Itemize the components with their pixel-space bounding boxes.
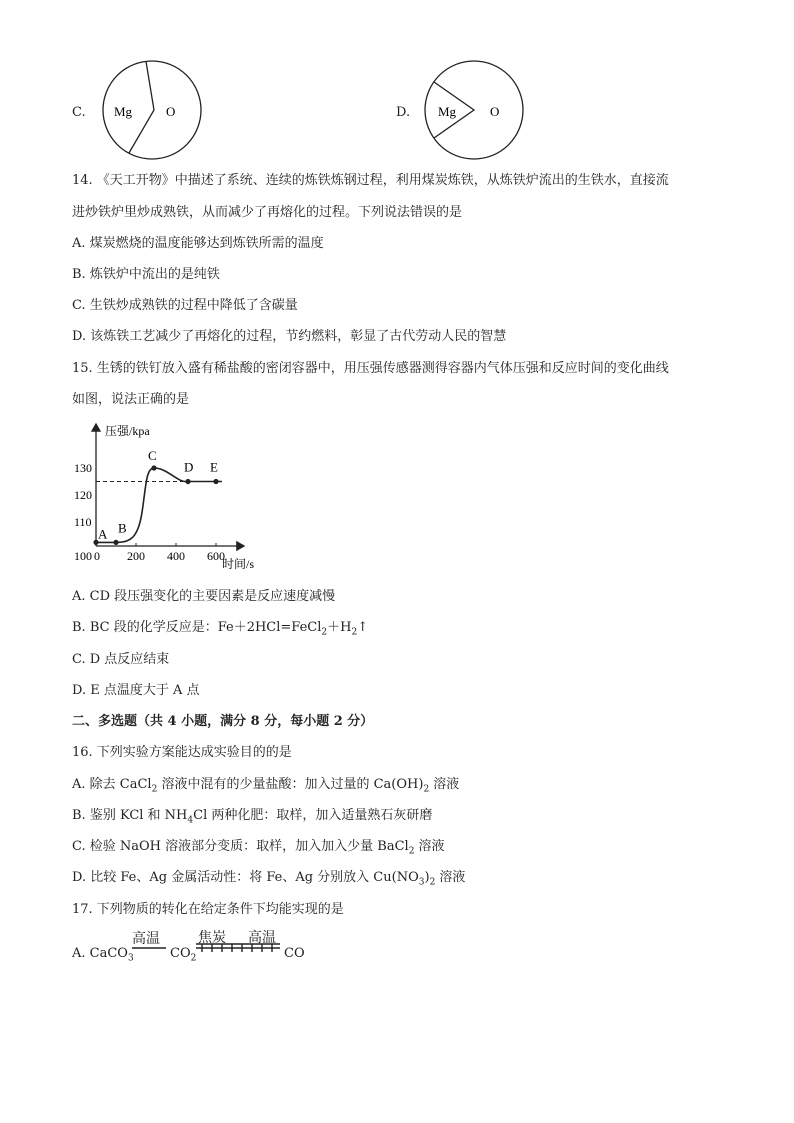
q16-a-post: 溶液 [429, 777, 460, 792]
pie-chart-d [422, 60, 532, 160]
point-label-C: C [148, 448, 157, 463]
q17-cond3: 高温 [248, 930, 276, 946]
q16-d-mid: ) [424, 870, 430, 885]
y-tick-label: 130 [74, 461, 92, 475]
q16-c-post: 溶液 [414, 839, 445, 854]
q16-c-pre: C. 检验 NaOH 溶液部分变质：取样，加入加入少量 BaCl [72, 839, 409, 854]
q15-option-c: C. D 点反应结束 [72, 652, 170, 667]
x-tick-label: 400 [167, 549, 185, 563]
q15-option-b-mid: ＋H [327, 620, 352, 635]
q16-a-sub2: 2 [423, 784, 430, 795]
q17-option-a [72, 926, 372, 966]
point-C [151, 465, 156, 470]
q16-b-sub1: 4 [187, 815, 194, 826]
q16-a-pre: A. 除去 CaCl [72, 777, 152, 792]
q15-option-d: D. E 点温度大于 A 点 [72, 683, 200, 698]
q16-option-a [72, 776, 459, 799]
pie-c-o: O [166, 104, 176, 119]
q17-end: CO [284, 946, 305, 961]
q17-a-label: A. CaCO$_3$ [72, 946, 134, 964]
q15-option-a: A. CD 段压强变化的主要因素是反应速度减慢 [72, 589, 336, 604]
pie-c-mg: Mg [114, 104, 133, 119]
point-label-D: D [184, 459, 194, 475]
pie-d-mg: Mg [438, 104, 457, 119]
x-tick-label: 200 [127, 549, 145, 563]
q17-arrow2 [196, 940, 282, 954]
q14-stem-line1: 14. 《天工开物》中描述了系统、连续的炼铁炼钢过程，利用煤炭炼铁，从炼铁炉流出的生铁水，直接流 [72, 173, 669, 188]
pie-chart-c [98, 60, 208, 160]
q15-option-b-sub1: 2 [321, 627, 328, 638]
q17-mid: $CO_2$ [170, 946, 197, 964]
option-c-label: C. [72, 105, 86, 120]
pressure-curve [96, 468, 222, 542]
y-tick-label: 100 [74, 549, 92, 563]
section2-title: 二、多选题（共 4 小题，满分 8 分，每小题 2 分） [72, 714, 374, 729]
q15-stem-line2: 如图，说法正确的是 [72, 392, 190, 407]
q14-stem-line2: 进炒铁炉里炒成熟铁，从而减少了再熔化的过程。下列说法错误的是 [72, 205, 463, 220]
pie-d-o: O [490, 104, 500, 119]
point-label-A: A [98, 526, 108, 542]
q15-option-b-sub2: 2 [351, 627, 358, 638]
q16-a-mid: 溶液中混有的少量盐酸：加入过量的 Ca(OH) [157, 777, 424, 792]
q15-option-b-pre: B. BC 段的化学反应是：Fe＋2HCl=FeCl [72, 620, 322, 635]
q15-stem-line1: 15. 生锈的铁钉放入盛有稀盐酸的密闭容器中，用压强传感器测得容器内气体压强和反应时间的变化曲线 [72, 361, 669, 376]
q17-stem: 17. 下列物质的转化在给定条件下均能实现的是 [72, 902, 344, 917]
q14-option-c: C. 生铁炒成熟铁的过程中降低了含碳量 [72, 298, 298, 313]
q17-cond2: 焦炭 [198, 930, 226, 946]
y-axis-label: 压强/kpa [105, 424, 150, 438]
q16-a-sub1: 2 [151, 784, 158, 795]
point-label-B: B [118, 520, 127, 536]
x-axis-label: 时间/s [222, 557, 255, 571]
q16-d-sub2: 2 [429, 877, 436, 888]
q15-option-b-post: ↑ [357, 620, 369, 635]
q14-option-a: A. 煤炭燃烧的温度能够达到炼铁所需的温度 [72, 236, 324, 251]
q16-stem: 16. 下列实验方案能达成实验目的的是 [72, 745, 292, 760]
x-tick-label: 0 [94, 549, 100, 563]
q17-arrow1 [132, 945, 168, 951]
option-d [396, 60, 536, 160]
point-B [113, 540, 118, 545]
q16-d-pre: D. 比较 Fe、Ag 金属活动性：将 Fe、Ag 分别放入 Cu(NO [72, 870, 419, 885]
q16-option-c [72, 838, 445, 861]
x-tick-label: 600 [207, 549, 225, 563]
q16-b-pre: B. 鉴别 KCl 和 NH [72, 808, 188, 823]
point-label-E: E [210, 459, 218, 475]
y-tick-label: 120 [74, 488, 92, 502]
point-E [213, 479, 218, 484]
q17-cond1: 高温 [132, 931, 160, 947]
q16-option-b [72, 807, 432, 830]
y-tick-label: 110 [74, 515, 92, 529]
q16-d-post: 溶液 [435, 870, 466, 885]
option-c [72, 60, 212, 160]
q15-option-b [72, 619, 368, 642]
pressure-time-chart [72, 418, 272, 578]
q16-b-post: Cl 两种化肥：取样，加入适量熟石灰研磨 [193, 808, 433, 823]
q16-option-d [72, 869, 465, 892]
option-d-label: D. [396, 105, 411, 120]
point-D [185, 479, 190, 484]
q16-d-sub1: 3 [418, 877, 425, 888]
q14-option-d: D. 该炼铁工艺减少了再熔化的过程，节约燃料，彰显了古代劳动人民的智慧 [72, 329, 507, 344]
q14-option-b: B. 炼铁炉中流出的是纯铁 [72, 267, 220, 282]
q16-c-sub1: 2 [408, 846, 415, 857]
